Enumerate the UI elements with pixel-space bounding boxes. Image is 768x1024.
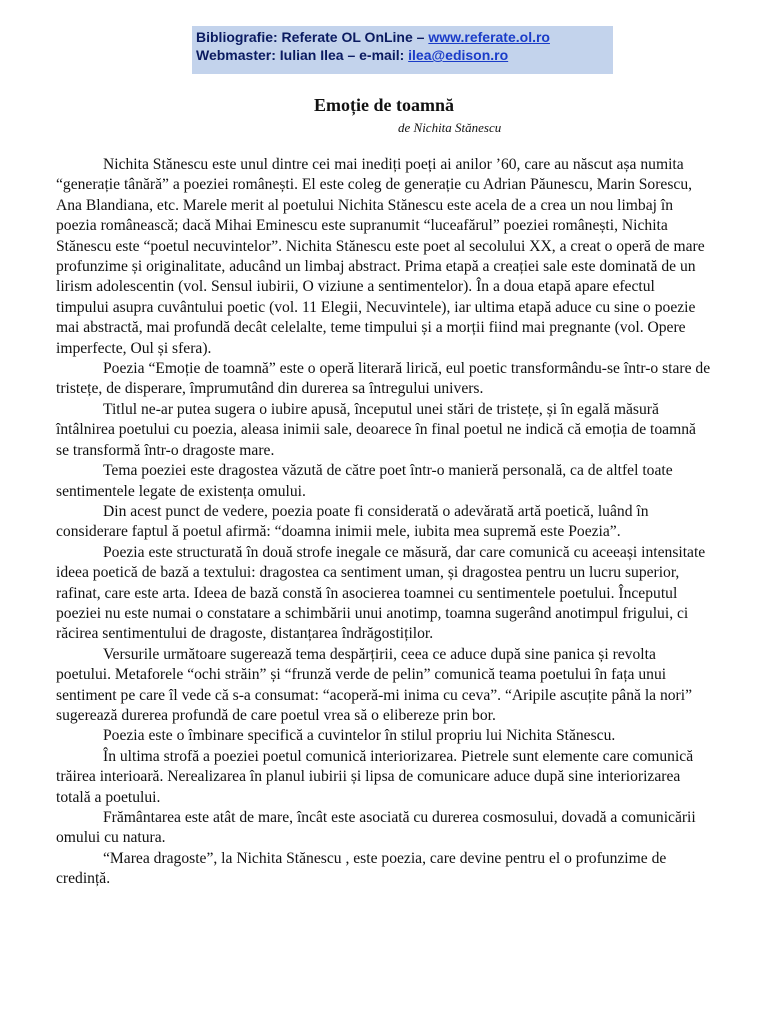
essay-body xyxy=(56,155,711,890)
paragraph: Poezia este structurată în două strofe inegale ce măsură, dar care comunică cu aceeași intensitate ideea poetică de bază a textului: dragostea ca sentiment uman, și dragostea pentru un lucru superior, rafinat, care este arta. Ideea de bază constă în asocierea toamnei cu sentimentele poetului. Începutul poeziei nu este numai o constatare a schimbării unui anotimp, toamna sugerând anotimpul frigului, ci răcirea sentimentului de dragoste, distanțarea îndrăgostiților. xyxy=(56,543,706,643)
paragraph: În ultima strofă a poeziei poetul comunică interiorizarea. Pietrele sunt elemente care comunică trăirea interioară. Nerealizarea în planul iubirii și lipsa de comunicare aduce după sine interiorizarea totală a poetului. xyxy=(56,747,694,806)
webmaster-email-link[interactable]: ilea@edison.ro xyxy=(408,47,509,63)
paragraph: Din acest punct de vedere, poezia poate fi considerată o adevărată artă poetică, luând în considerare faptul ă poetul afirmă: “doamna inimii mele, iubita mea supremă este Poezia”. xyxy=(56,502,649,541)
paragraph: Nichita Stănescu este unul dintre cei mai inediți poeți ai anilor ’60, care au născut așa numita “generație tânără” a poeziei românești. El este coleg de generație cu Adrian Păunescu, Marin Sorescu, Ana Blandiana, etc. Marele merit al poetului Nichita Stănescu este acela de a crea un nou limbaj în poezia românească; dacă Mihai Eminescu este supranumit “luceafărul” poeziei românești, Nichita Stănescu este “poetul necuvintelor”. Nichita Stănescu este poet al secolului XX, a creat o operă de mare profunzime și originalitate, aducând un limbaj abstract. Prima etapă a creației sale este dominată de un lirism adolescentin (vol. Sensul iubirii, O viziune a sentimentelor). În a doua etapă apare efectul timpului asupra cuvântului poetic (vol. 11 Elegii, Necuvintele), iar ultima etapă aduce cu sine o poezie mai abstractă, mai profundă decât celelalte, teme timpului și a morții fiind mai pregnante (vol. Opere imperfecte, Oul și sfera). xyxy=(56,156,705,357)
paragraph: “Marea dragoste”, la Nichita Stănescu , este poezia, care devine pentru el o profunzime de credință. xyxy=(56,849,667,888)
author-byline: de Nichita Stănescu xyxy=(398,120,502,135)
paragraph: Titlul ne-ar putea sugera o iubire apusă, începutul unei stări de tristețe, și în egală măsură întâlnirea poetului cu poezia, aleasa inimii sale, deoarece în final poetul ne indică că emoția de toamnă se transformă într-o dragoste mare. xyxy=(56,400,696,459)
webmaster-line xyxy=(196,46,609,64)
bibliography-line xyxy=(196,28,609,46)
paragraph: Poezia este o îmbinare specifică a cuvintelor în stilul propriu lui Nichita Stănescu. xyxy=(103,727,616,745)
bibliography-label: Bibliografie: Referate OL OnLine – xyxy=(196,29,429,45)
paragraph: Versurile următoare sugerează tema despărțirii, ceea ce aduce după sine panica și revolta poetului. Metaforele “ochi străin” și “frunză verde de pelin” comunică teama poetului în fața unui sentiment pe care îl vede că s-a consumat: “acoperă-mi inima cu ceva”. “Aripile ascuțite până la nori” sugerează durerea profundă de care poetul vrea să o elibereze prin bor. xyxy=(56,645,693,724)
paragraph: Tema poeziei este dragostea văzută de către poet într-o manieră personală, ca de altfel toate sentimentele legate de existența omului. xyxy=(56,462,673,500)
document-title: Emoție de toamnă xyxy=(314,95,454,115)
paragraph: Frământarea este atât de mare, încât este asociată cu durerea cosmosului, dovadă a comunicării omului cu natura. xyxy=(56,809,696,847)
webmaster-label: Webmaster: Iulian Ilea – e-mail: xyxy=(196,47,409,63)
paragraph: Poezia “Emoție de toamnă” este o operă literară lirică, eul poetic transformându-se într-o stare de tristețe, de disperare, împrumutând din durerea sa întregului univers. xyxy=(56,360,711,398)
bibliography-link[interactable]: www.referate.ol.ro xyxy=(428,29,550,45)
header-banner xyxy=(192,26,613,74)
